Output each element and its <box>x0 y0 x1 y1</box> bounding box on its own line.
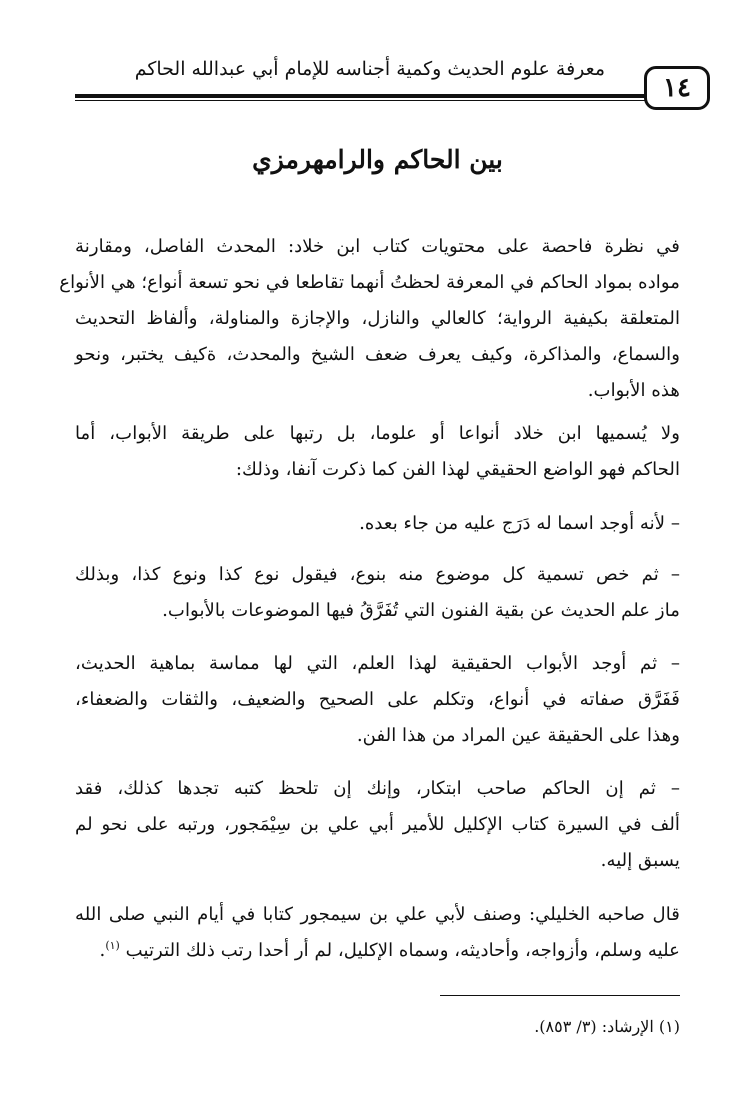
text-line: – ثم خص تسمية كل موضوع منه بنوع، فيقول نوع كذا ونوع كذا، وبذلك <box>75 564 680 585</box>
text-line: يسبق إليه. <box>600 850 680 871</box>
text-line: – لأنه أوجد اسما له دَرَج عليه من جاء بعده. <box>359 513 680 534</box>
footnote-reference[interactable]: (١) <box>105 938 120 952</box>
paragraph-7 <box>75 897 680 969</box>
text-line <box>75 933 680 969</box>
text-line: ولا يُسميها ابن خلاد أنواعا أو علوما، بل رتبها على طريقة الأبواب، أما <box>75 423 680 444</box>
text-line: والسماع، والمذاكرة، وكيف يعرف ضعف الشيخ والمحدث، ةكيف يختبر، ونحو <box>75 344 680 365</box>
paragraph-3 <box>75 506 680 542</box>
sentence-end: . <box>99 940 106 961</box>
header-rule-thick <box>75 94 685 98</box>
text-line: – ثم إن الحاكم صاحب ابتكار، وإنك إن تلحظ كتبه تجدها كذلك، فقد <box>75 778 680 799</box>
paragraph-5 <box>75 646 680 754</box>
footnote: (١) الإرشاد: (٣/ ٨٥٣). <box>534 1017 680 1036</box>
paragraph-6 <box>75 771 680 879</box>
paragraph-2 <box>75 416 680 488</box>
text-line: ألف في السيرة كتاب الإكليل للأمير أبي علي بن سِيْمَجور، ورتبه على نحو لم <box>75 814 680 835</box>
text-line: في نظرة فاحصة على محتويات كتاب ابن خلاد: المحدث الفاصل، ومقارنة <box>75 236 680 257</box>
paragraph-1 <box>59 229 680 409</box>
running-title: معرفة علوم الحديث وكمية أجناسه للإمام أبي عبدالله الحاكم <box>134 58 605 80</box>
text-line: فَفَرَّق صفاته في أنواع، وتكلم على الصحيح والضعيف، والثقات والضعفاء، <box>75 689 680 710</box>
text-line: المتعلقة بكيفية الرواية؛ كالعالي والنازل، والإجازة والمناولة، وألفاظ التحديث <box>75 308 680 329</box>
section-heading: بين الحاكم والرامهرمزي <box>252 145 503 174</box>
paragraph-4 <box>75 557 680 629</box>
text-line: ماز علم الحديث عن بقية الفنون التي تُفَرَّقُ فيها الموضوعات بالأبواب. <box>162 600 680 621</box>
text-line: الحاكم فهو الواضع الحقيقي لهذا الفن كما ذكرت آنفا، وذلك: <box>235 459 680 480</box>
header-rule-thin <box>75 100 685 101</box>
text-line: وهذا على الحقيقة عين المراد من هذا الفن. <box>356 725 680 746</box>
text-line: هذه الأبواب. <box>587 380 680 401</box>
text-line: – ثم أوجد الأبواب الحقيقية لهذا العلم، التي لها مماسة بماهية الحديث، <box>75 653 680 674</box>
text-line: مواده بمواد الحاكم في المعرفة لحظتُ أنهما تقاطعا في نحو تسعة أنواع؛ هي الأنواع <box>59 272 680 293</box>
footnote-separator <box>440 995 680 996</box>
text-line: قال صاحبه الخليلي: وصنف لأبي علي بن سيمجور كتابا في أيام النبي صلى الله <box>75 904 680 925</box>
text-line-content: عليه وسلم، وأزواجه، وأحاديثه، وسماه الإكليل، لم أر أحدا رتب ذلك الترتيب <box>125 940 680 961</box>
page-number: ١٤ <box>644 66 710 110</box>
